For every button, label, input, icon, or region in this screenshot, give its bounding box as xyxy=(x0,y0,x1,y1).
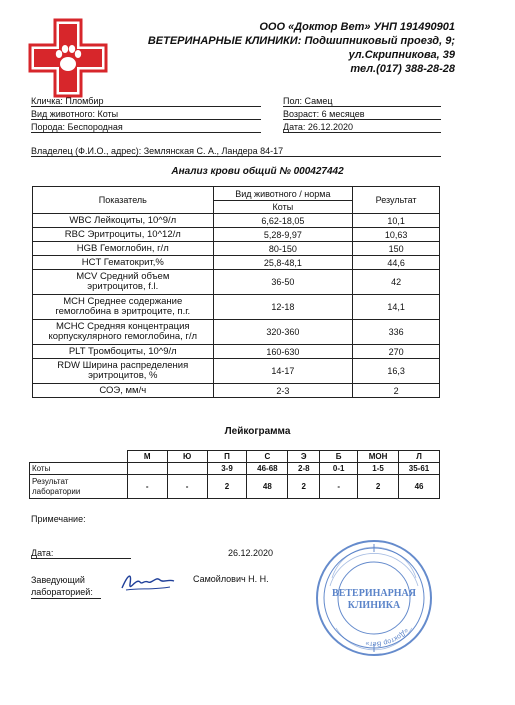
blood-analysis-table xyxy=(32,186,440,398)
leukogram-norm-value: 0-1 xyxy=(320,463,358,475)
row-norm: 320-360 xyxy=(213,320,353,345)
row-label-line1: MCHC Средняя концентрация xyxy=(56,321,190,332)
patient-date: Дата: 26.12.2020 xyxy=(283,122,441,133)
signature-icon xyxy=(118,568,178,598)
result-label-line2: лаборатории xyxy=(32,486,81,496)
leukogram-norm-row xyxy=(30,463,440,475)
leukogram-table xyxy=(29,450,440,499)
leukogram-column-header: МОН xyxy=(358,451,399,463)
row-label: HCT Гематокрит,% xyxy=(33,256,214,270)
row-norm: 14-17 xyxy=(213,359,353,384)
leukogram-norm-value xyxy=(167,463,207,475)
head-of-lab-name: Самойлович Н. Н. xyxy=(193,574,269,584)
table-row xyxy=(33,214,440,228)
row-result: 44,6 xyxy=(353,256,440,270)
row-label: PLT Тромбоциты, 10^9/л xyxy=(33,345,214,359)
table-row xyxy=(33,345,440,359)
row-label xyxy=(33,295,214,320)
header-company: ООО «Доктор Вет» УНП 191490901 xyxy=(259,21,455,33)
row-norm: 36-50 xyxy=(213,270,353,295)
header-indicator: Показатель xyxy=(33,187,214,214)
leukogram-result-label xyxy=(30,475,128,499)
leukogram-result-value: 2 xyxy=(288,475,320,499)
leukogram-result-value: - xyxy=(167,475,207,499)
header-clinics: ВЕТЕРИНАРНЫЕ КЛИНИКИ: Подшипниковый проезд, 9; xyxy=(147,35,455,47)
date-label: Дата: xyxy=(31,548,131,559)
note-label: Примечание: xyxy=(31,514,86,524)
header-norm: Вид животного / норма xyxy=(213,187,353,201)
table-row xyxy=(33,270,440,295)
header-norm-species: Коты xyxy=(213,201,353,214)
table-header-row xyxy=(33,187,440,201)
leukogram-column-header: Э xyxy=(288,451,320,463)
table-row xyxy=(33,242,440,256)
row-result: 336 xyxy=(353,320,440,345)
leukogram-norm-value: 35-61 xyxy=(399,463,440,475)
row-result: 42 xyxy=(353,270,440,295)
row-label xyxy=(33,270,214,295)
row-result: 16,3 xyxy=(353,359,440,384)
leukogram-column-header: Б xyxy=(320,451,358,463)
stamp-text-line2: КЛИНИКА xyxy=(347,600,401,611)
row-label: WBC Лейкоциты, 10^9/л xyxy=(33,214,214,228)
head-of-lab-label xyxy=(31,574,101,599)
header-phone: тел.(017) 388-28-28 xyxy=(350,63,455,75)
row-label: СОЭ, мм/ч xyxy=(33,384,214,398)
table-row xyxy=(33,359,440,384)
row-norm: 160-630 xyxy=(213,345,353,359)
row-result: 150 xyxy=(353,242,440,256)
row-result: 2 xyxy=(353,384,440,398)
patient-age: Возраст: 6 месяцев xyxy=(283,109,441,120)
clinic-stamp xyxy=(314,538,434,658)
result-label-line1: Результат xyxy=(32,476,69,486)
patient-sex: Пол: Самец xyxy=(283,96,441,107)
stamp-text-line1: ВЕТЕРИНАРНАЯ xyxy=(332,588,416,599)
patient-species: Вид животного: Коты xyxy=(31,109,261,120)
leukogram-norm-value: 1-5 xyxy=(358,463,399,475)
leukogram-column-header: М xyxy=(127,451,167,463)
leukogram-column-header: Ю xyxy=(167,451,207,463)
date-value: 26.12.2020 xyxy=(228,548,274,558)
row-norm: 6,62-18,05 xyxy=(213,214,353,228)
table-row xyxy=(33,256,440,270)
leukogram-title: Лейкограмма xyxy=(224,426,291,437)
analysis-title: Анализ крови общий № 000427442 xyxy=(171,166,344,177)
row-norm: 25,8-48,1 xyxy=(213,256,353,270)
head-label-line1: Заведующий xyxy=(31,575,85,585)
table-row xyxy=(33,295,440,320)
table-row xyxy=(33,320,440,345)
leukogram-result-value: - xyxy=(320,475,358,499)
leukogram-norm-value xyxy=(127,463,167,475)
row-label: HGB Гемоглобин, г/л xyxy=(33,242,214,256)
row-label xyxy=(33,359,214,384)
head-label-line2: лабораторией: xyxy=(31,586,101,599)
leukogram-norm-value: 46-68 xyxy=(247,463,288,475)
leukogram-column-header: С xyxy=(247,451,288,463)
leukogram-norm-value: 2-8 xyxy=(288,463,320,475)
table-row xyxy=(33,384,440,398)
row-norm: 80-150 xyxy=(213,242,353,256)
header-result: Результат xyxy=(353,187,440,214)
leukogram-column-header: П xyxy=(207,451,247,463)
leukogram-result-value: 46 xyxy=(399,475,440,499)
row-label: RBC Эритроциты, 10^12/л xyxy=(33,228,214,242)
row-label-line1: MCH Среднее содержание xyxy=(63,296,183,307)
leukogram-result-value: 2 xyxy=(207,475,247,499)
leukogram-column-header: Л xyxy=(399,451,440,463)
leukogram-corner-cell xyxy=(30,451,128,463)
leukogram-result-value: 48 xyxy=(247,475,288,499)
stamp-ring-text: «Доктор Вет» xyxy=(365,626,410,648)
leukogram-result-value: - xyxy=(127,475,167,499)
row-norm: 5,28-9,97 xyxy=(213,228,353,242)
patient-breed: Порода: Беспородная xyxy=(31,122,261,133)
row-label-line2: эритроцитов, % xyxy=(88,370,158,381)
clinic-header xyxy=(115,20,455,76)
table-row xyxy=(33,228,440,242)
row-label-line2: гемоглобина в эритроците, п.г. xyxy=(55,306,191,317)
row-label-line2: эритроцитов, f.l. xyxy=(87,281,159,292)
header-address: ул.Скрипникова, 39 xyxy=(348,49,455,61)
leukogram-norm-value: 3-9 xyxy=(207,463,247,475)
leukogram-result-row xyxy=(30,475,440,499)
row-label-line1: MCV Средний объем xyxy=(76,271,170,282)
row-result: 14,1 xyxy=(353,295,440,320)
row-norm: 12-18 xyxy=(213,295,353,320)
clinic-logo-cross-icon xyxy=(28,18,108,98)
row-result: 270 xyxy=(353,345,440,359)
svg-text:«Доктор Вет» xyxy=(365,627,410,647)
row-label-line1: RDW Ширина распределения xyxy=(57,360,189,371)
patient-owner: Владелец (Ф.И.О., адрес): Землянская С. А., Ландера 84-17 xyxy=(31,146,441,157)
row-result: 10,63 xyxy=(353,228,440,242)
row-norm: 2-3 xyxy=(213,384,353,398)
row-label xyxy=(33,320,214,345)
leukogram-result-value: 2 xyxy=(358,475,399,499)
row-result: 10,1 xyxy=(353,214,440,228)
patient-nickname: Кличка: Пломбир xyxy=(31,96,261,107)
leukogram-header-row xyxy=(30,451,440,463)
leukogram-norm-label: Коты xyxy=(30,463,128,475)
row-label-line2: корпускулярного гемоглобина, г/л xyxy=(48,331,198,342)
